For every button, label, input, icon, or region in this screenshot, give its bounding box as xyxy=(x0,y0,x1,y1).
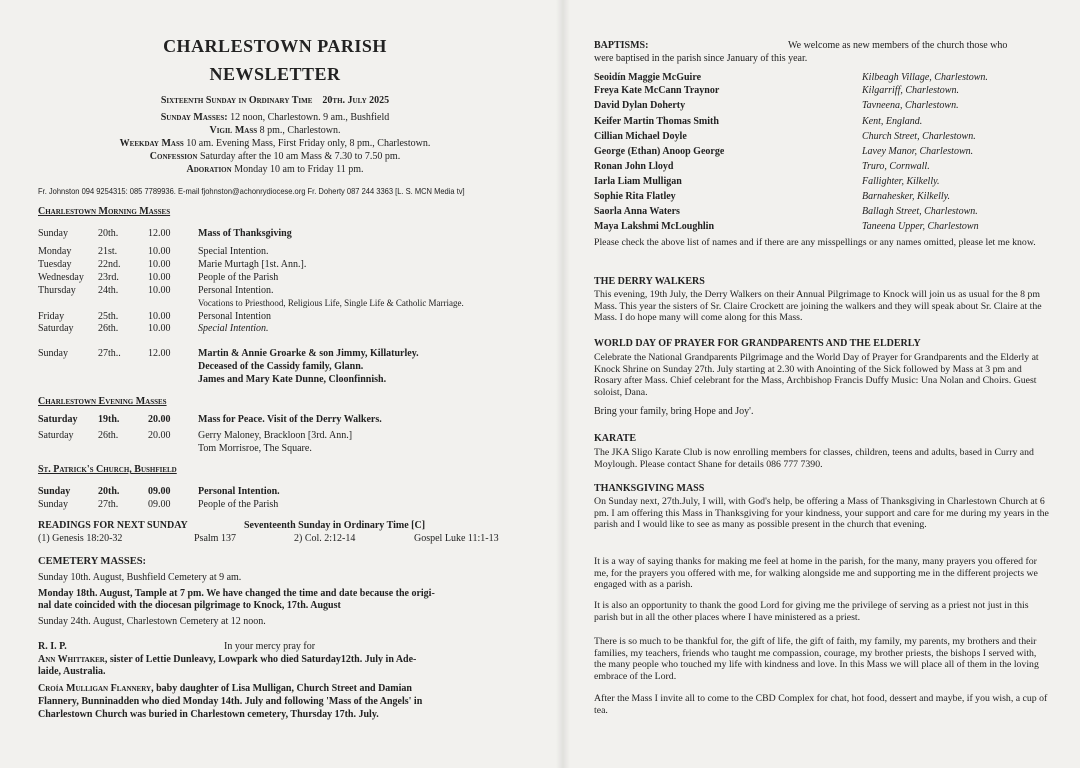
rip-entry-1-cont: laide, Australia. xyxy=(38,666,106,677)
adoration-label: Adoration xyxy=(186,164,232,175)
reading-psalm: Psalm 137 xyxy=(194,533,236,544)
vigil-text: 8 pm., Charlestown. xyxy=(259,125,341,136)
vigil-label: Vigil Mass xyxy=(209,125,258,136)
cemetery-line-1: Sunday 10th. August, Bushfield Cemetery at 9 am. xyxy=(38,572,242,583)
adoration-line xyxy=(30,164,520,176)
confession-text: Saturday after the 10 am Mass & 7.30 to 7.50 pm. xyxy=(199,151,401,162)
baptism-name: Saorla Anna Waters xyxy=(594,206,680,217)
vigil-line xyxy=(30,125,520,137)
baptisms-intro-1: We welcome as new members of the church those who xyxy=(788,40,1008,51)
baptisms-heading: BAPTISMS: xyxy=(594,40,649,51)
newsletter-title-line2: NEWSLETTER xyxy=(209,64,341,84)
contact-line: Fr. Johnston 094 9254315: 085 7789936. E-mail fjohnston@achonrydiocese.org Fr. Doherty 087 244 3363 [L. S. MCN Media tv] xyxy=(38,186,465,196)
baptism-name: George (Ethan) Anoop George xyxy=(594,146,725,157)
baptism-place: Church Street, Charlestown. xyxy=(862,131,976,142)
grandparents-heading: WORLD DAY OF PRAYER FOR GRANDPARENTS AND THE ELDERLY xyxy=(594,338,921,349)
derry-text: This evening, 19th July, the Derry Walkers on their Annual Pilgrimage to Knock will join us as usual for the 8 pm Mass. This year the sisters of Sr. Claire Crockett are joining the walkers and they will speak about Sr. Claire at the Mass. I do hope many will come along for this Mass. xyxy=(594,289,1042,323)
reading-second: 2) Col. 2:12-14 xyxy=(294,533,356,544)
cemetery-heading: CEMETERY MASSES: xyxy=(38,556,147,567)
baptism-place: Tavneena, Charlestown. xyxy=(862,100,959,111)
weekday-text: 10 am. Evening Mass, First Friday only, 8 pm., Charlestown. xyxy=(186,138,431,149)
cemetery-line-3: nal date coincided with the diocesan pilgrimage to Knock, 17th. August xyxy=(38,600,341,611)
baptism-place: Kilbeagh Village, Charlestown. xyxy=(862,72,988,83)
adoration-text: Monday 10 am to Friday 11 pm. xyxy=(234,164,364,175)
baptism-place: Taneena Upper, Charlestown xyxy=(862,221,979,232)
derry-heading: THE DERRY WALKERS xyxy=(594,276,705,287)
baptism-place: Kent, England. xyxy=(862,116,923,127)
baptism-name: Cillian Michael Doyle xyxy=(594,131,687,142)
right-column xyxy=(594,0,1056,768)
weekday-label: Weekday Mass xyxy=(119,138,184,149)
rip-entry-2-cont1: Flannery, Bunninadden who died Monday 14th. July and following 'Mass of the Angels' in xyxy=(38,696,423,707)
cemetery-line-2: Monday 18th. August, Tample at 7 pm. We have changed the time and date because the origi- xyxy=(38,588,435,599)
cemetery-line-4: Sunday 24th. August, Charlestown Cemetery at 12 noon. xyxy=(38,616,266,627)
sunday-masses-text: 12 noon, Charlestown. 9 am., Bushfield xyxy=(230,112,390,123)
thanksgiving-heading: THANKSGIVING MASS xyxy=(594,483,705,494)
bushfield-heading: St. Patrick's Church, Bushfield xyxy=(38,464,177,475)
rip-entry-2-cont2: Charlestown Church was buried in Charlestown cemetery, Thursday 17th. July. xyxy=(38,709,379,720)
morning-masses-heading: Charlestown Morning Masses xyxy=(38,206,171,217)
karate-heading: KARATE xyxy=(594,433,637,444)
confession-line xyxy=(30,151,520,163)
reading-first: (1) Genesis 18:20-32 xyxy=(38,533,123,544)
weekday-line xyxy=(30,138,520,150)
baptism-name: Ronan John Lloyd xyxy=(594,161,674,172)
rip-heading: R. I. P. xyxy=(38,641,67,652)
baptism-place: Truro, Cornwall. xyxy=(862,161,930,172)
thanksgiving-p4: There is so much to be thankful for, the gift of life, the gift of faith, my family, my parents, my brothers and their families, my teachers, friends who taught me compassion, courage, my brother priests, the bishops I served with, the many people who touched my life with kindness and love. In this Mass we will place all of them in the loving embrace of the Lord. xyxy=(594,636,1039,682)
thanksgiving-p3: It is also an opportunity to thank the good Lord for giving me the privilege of serving as a priest not just in this parish but in all the other places where I have ministered as a priest. xyxy=(594,600,1029,623)
baptisms-intro-2: were baptised in the parish since January of this year. xyxy=(594,53,808,64)
baptism-name: David Dylan Doherty xyxy=(594,100,686,111)
sunday-date: 20th. July 2025 xyxy=(322,95,390,106)
sunday-name: Sixteenth Sunday in Ordinary Time xyxy=(160,95,313,106)
baptism-place: Barnahesker, Kilkelly. xyxy=(862,191,951,202)
grandparents-text: Celebrate the National Grandparents Pilgrimage and the World Day of Prayer for Grandparents and the Elderly at Knock Shrine on Sunday 27th. July starting at 2.30 with Anointing of the Sick followed by Mass at 3 pm and Rosary after Mass. Chief celebrant for the Mass, Archbishop Francis Duffy Music: Una Nolan and Choirs. Guest soloist, Dana. xyxy=(594,352,1039,398)
thanksgiving-p2: It is a way of saying thanks for making me feel at home in the parish, for the many, many prayers you offered for me, for the prayers you offered with me, for walking alongside me and supporting me in the different projects we engaged with as a parish. xyxy=(594,556,1038,590)
confession-label: Confession xyxy=(149,151,198,162)
baptism-name: Sophie Rita Flatley xyxy=(594,191,676,202)
baptism-place: Fallighter, Kilkelly. xyxy=(862,176,940,187)
newsletter-title-line1: CHARLESTOWN PARISH xyxy=(163,36,387,56)
karate-text: The JKA Sligo Karate Club is now enrolling members for classes, children, teens and adults, based in Curry and Moylough. Please contact Shane for details 086 777 7390. xyxy=(594,447,1034,470)
evening-masses-heading: Charlestown Evening Masses xyxy=(38,396,167,407)
reading-gospel: Gospel Luke 11:1-13 xyxy=(414,533,499,544)
baptism-place: Ballagh Street, Charlestown. xyxy=(862,206,978,217)
sunday-masses-label: Sunday Masses: xyxy=(160,112,228,123)
baptism-name: Freya Kate McCann Traynor xyxy=(594,85,720,96)
sunday-masses-line xyxy=(30,112,520,124)
page-fold xyxy=(556,0,570,768)
thanksgiving-p1: On Sunday next, 27th.July, I will, with God's help, be offering a Mass of Thanksgiving in Charlestown Church at 6 pm. I am offering this Mass in Thanksgiving for your kindness, your support and care for me during my years in the parish and I would like to see as many as possible present in the church that evening. xyxy=(594,496,1049,530)
rip-entry-2: Croía Mulligan Flannery, baby daughter of Lisa Mulligan, Church Street and Damian xyxy=(38,683,412,694)
readings-sunday: Seventeenth Sunday in Ordinary Time [C] xyxy=(244,520,426,531)
grandparents-tagline: Bring your family, bring Hope and Joy'. xyxy=(594,406,754,417)
baptism-place: Kilgarriff, Charlestown. xyxy=(862,85,959,96)
baptism-name: Seoidín Maggie McGuire xyxy=(594,72,702,83)
baptism-place: Lavey Manor, Charlestown. xyxy=(862,146,974,157)
thanksgiving-p5: After the Mass I invite all to come to the CBD Complex for chat, hot food, dessert and maybe, if you wish, a cup of tea. xyxy=(594,693,1048,716)
sunday-heading xyxy=(30,95,520,107)
left-column: CHARLESTOWN PARISH NEWSLETTER Sixteenth Sunday in Ordinary Time 20th. July 2025 Sunday Masses: 12 noon, Charlestown. 9 am., Bushfield Vigil Mass 8 pm., Charlestown. Weekday Mass 10 am. Evening Mass, First Friday only, 8 pm., Charlestown. Confession Saturday after the 10 am Mass & 7.30 to 7.50 pm. Adoration Monday 10 am to Friday 11 pm. Fr. Johnston 094 9254315: 085 7789936. E-mail fjohnston@achonrydiocese.org Fr. Doherty 087 244 3363 [L. S. MCN Media tv] Charlestown Morning Masses Sunday 20th. 12.00 Mass of Thanksgiving Monday 21st. 10.00 Special Intention. Tuesday 22nd. 10.00 Marie Murtagh [1st. Ann.]. Wednesday 23rd. 10.00 People of the Parish Thursday 24th. 10.00 Personal Intention. Vocations to Priesthood, Religious Life, Single Life & Catholic Marriage. Friday 25th. 10.00 Personal Intention Saturday 26th. 10.00 Special Intention. Sunday 27th.. 12.00 Martin & Annie Groarke & son Jimmy, Killaturley. Deceased of the Cassidy family, Glann. James and Mary Kate Dunne, Cloonfinnish. Charlestown Evening Masses Saturday 19th. 20.00 Mass for Peace. Visit of the Derry Walkers. Saturday 26th. 20.00 Gerry Maloney, Brackloon [3rd. Ann.] Tom Morrisroe, The Square. St. Patrick's Church, Bushfield Sunday 20th. 09.00 Personal Intention. Sunday 27th. 09.00 People of the Parish READINGS FOR NEXT SUNDAY Seventeenth Sunday in Ordinary Time [C] (1) Genesis 18:20-32 Psalm 137 2) Col. 2:12-14 Gospel Luke 11:1-13 CEMETERY MASSES: Sunday 10th. August, Bushfield Cemetery at 9 am. Monday 18th. August, Tample at 7 pm. We have changed the time and date because the origi- nal date coincided with the diocesan pilgrimage to Knock, 17th. August Sunday 24th. August, Charlestown Cemetery at 12 noon. R. I. P. In your mercy pray for Ann Whittaker, sister of Lettie Dunleavy, Lowpark who died Saturday12th. July in Ade- laide, Australia. Croía Mulligan Flannery, baby daughter of Lisa Mulligan, Church Street and Damian Flannery, Bunninadden who died Monday 14th. July and following 'Mass of the Angels' in Charlestown Church was buried in Charlestown cemetery, Thursday 17th. July. xyxy=(30,0,530,768)
baptism-name: Keifer Martin Thomas Smith xyxy=(594,116,719,127)
readings-heading: READINGS FOR NEXT SUNDAY xyxy=(38,520,188,531)
rip-subheading: In your mercy pray for xyxy=(224,641,316,652)
baptisms-note: Please check the above list of names and if there are any misspellings or any names omitted, please let me know. xyxy=(594,237,1036,248)
baptism-name: Iarla Liam Mulligan xyxy=(594,176,682,187)
baptism-name: Maya Lakshmi McLoughlin xyxy=(594,221,715,232)
rip-entry-1: Ann Whittaker, sister of Lettie Dunleavy, Lowpark who died Saturday12th. July in Ade- xyxy=(38,654,417,665)
